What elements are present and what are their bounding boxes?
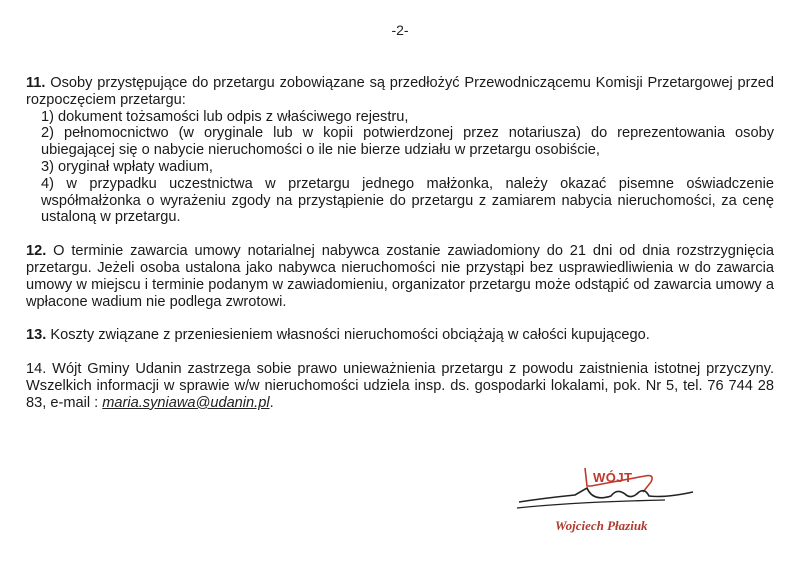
list-item: 3) oryginał wpłaty wadium, — [41, 158, 213, 175]
stamp-title: WÓJT — [593, 470, 633, 485]
paragraph-text: Osoby przystępujące do przetargu zobowiązane są przedłożyć Przewodniczącemu Komisji Przetargowej przed rozpoczęciem przetargu: — [26, 75, 774, 108]
paragraph-number: 12. — [26, 243, 47, 260]
paragraph-number: 11. — [26, 75, 46, 91]
paragraph-12 — [26, 243, 774, 310]
signature-stamp — [515, 462, 695, 542]
list-item: 4) w przypadku uczestnictwa w przetargu jednego małżonka, należy okazać pisemne oświadczenie współmałżonka o wyrażeniu zgody na przystąpienie do przetargu z zamiarem nabycia nieruchomości, za cenę ustaloną w przetargu. — [41, 175, 774, 226]
paragraph-text: 14. Wójt Gminy Udanin zastrzega sobie prawo unieważnienia przetargu z powodu zaistnienia istotnej przyczyny. Wszelkich informacji w sprawie w/w nieruchomości udziela insp. ds. gospodarki lokalami, pok. Nr 5, tel. 76 744 28 83, e-mail : — [26, 361, 774, 411]
paragraph-text: O terminie zawarcia umowy notarialnej nabywca zostanie zawiadomiony do 21 dni od dnia rozstrzygnięcia przetargu. Jeżeli osoba ustalona jako nabywca nieruchomości nie przystąpi bez usprawiedliwienia w do zawarcia umowy w miejscu i terminie podanym w zawiadomieniu, organizator przetargu może odstąpić od zawarcia umowy a wpłacone wadium nie podlega zwrotowi. — [26, 243, 774, 310]
paragraph-number: 13. — [26, 327, 47, 344]
email-link[interactable]: maria.syniawa@udanin.pl — [102, 394, 270, 411]
paragraph-end: . — [269, 394, 274, 411]
list-item: 1) dokument tożsamości lub odpis z właściwego rejestru, — [41, 108, 409, 125]
paragraph-text: Koszty związane z przeniesieniem własności nieruchomości obciążają w całości kupującego. — [46, 327, 650, 344]
paragraph-11 — [26, 75, 774, 109]
document-body — [26, 75, 774, 412]
paragraph-14 — [26, 361, 774, 411]
stamp-name: Wojciech Płaziuk — [555, 518, 648, 533]
page-number: -2- — [391, 22, 409, 38]
list-item: 2) pełnomocnictwo (w oryginale lub w kopii potwierdzonej przez notariusza) do reprezentowania osoby ubiegającej się o nabycie nieruchomości o ile nie bierze udziału w przetargu osobiście, — [41, 125, 774, 159]
paragraph-13 — [26, 327, 774, 344]
